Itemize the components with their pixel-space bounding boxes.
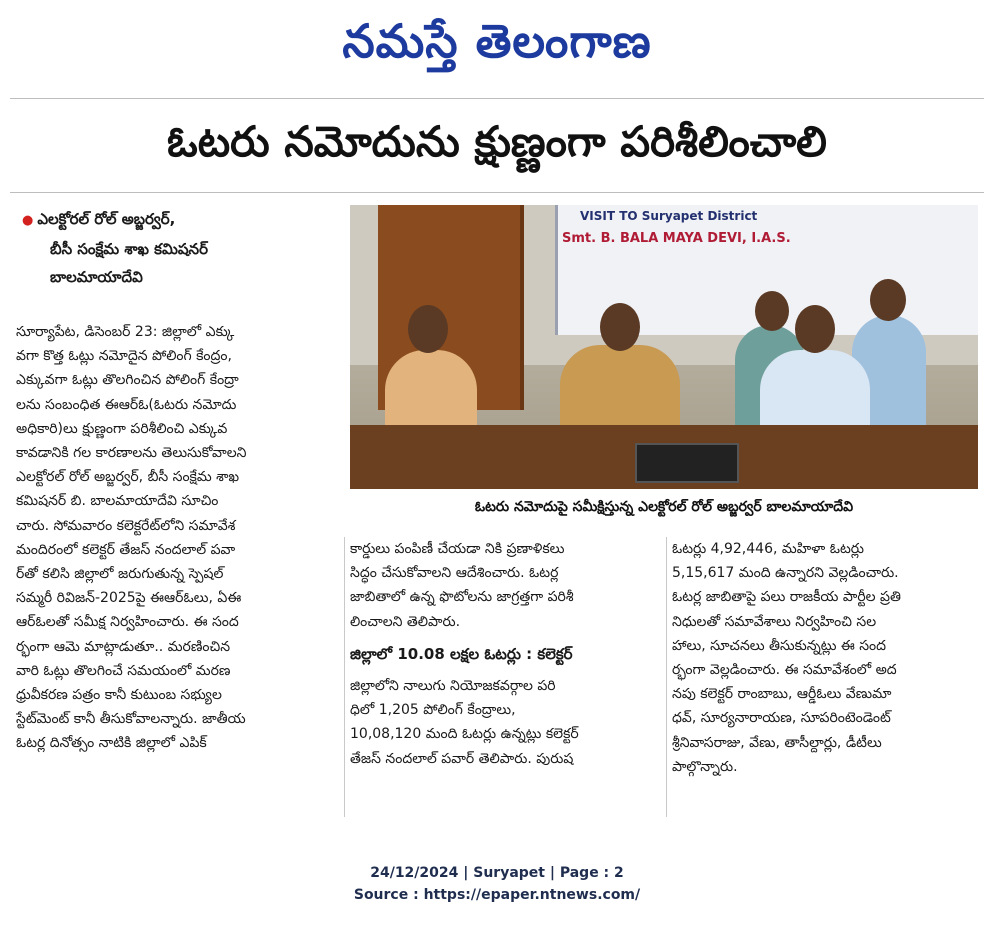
article-line: ఓటర్లు 4,92,446, మహిళా ఓటర్లు: [672, 541, 864, 557]
article-line: ఎలక్టోరల్ రోల్ అబ్జర్వర్, బీసీ సంక్షేమ శాఖ: [16, 469, 240, 486]
article-line: ధవ్, సూర్యనారాయణ, సూపరింటెండెంట్: [672, 710, 891, 727]
article-column-1: [16, 320, 340, 756]
footer-source-line[interactable]: Source : https://epaper.ntnews.com/: [353, 887, 641, 903]
article-line: లను సంబంధిత ఈఆర్ఓ(ఓటరు నమోదు: [16, 396, 237, 413]
article-line: కావడానికి గల కారణాలను తెలుసుకోవాలని: [16, 445, 247, 462]
article-line: వారి ఓట్లు తొలగించే సమయంలో మరణ: [16, 662, 231, 679]
column-divider: [666, 537, 667, 817]
person-head: [870, 279, 906, 321]
highlight-line: బాలమాయాదేవి: [50, 268, 143, 286]
article-line: ఓటర్ల దినోత్సం నాటికి జిల్లాలో ఎపిక్: [16, 735, 207, 752]
article-line: మందిరంలో కలెక్టర్ తేజస్ నందలాల్ పవా: [16, 541, 236, 558]
divider: [10, 192, 984, 193]
monitor: [635, 443, 739, 483]
article-column-2: [350, 537, 660, 771]
footer: [0, 862, 994, 906]
article-line: ఎక్కువగా ఓట్లు తొలగించిన పోలింగ్ కేంద్రా: [16, 372, 239, 389]
article-line: జిల్లాలోని నాలుగు నియోజకవర్గాల పరి: [350, 678, 556, 695]
article-line: తేజస్ నందలాల్ పవార్ తెలిపారు. పురుష: [350, 750, 574, 767]
article-line: హాలు, సూచనలు తీసుకున్నట్లు ఈ సంద: [672, 637, 887, 654]
highlight-line: ● ఎలక్టోరల్ రోల్ అబ్జర్వర్,: [22, 210, 176, 228]
article-line: సూర్యాపేట, డిసెంబర్ 23: జిల్లాలో ఎక్కు: [16, 324, 235, 340]
article-line: కమిషనర్ బి. బాలమాయాదేవి సూచిం: [16, 493, 219, 510]
highlight-line: బీసీ సంక్షేమ శాఖ కమిషనర్: [50, 240, 208, 258]
photo-caption: ఓటరు నమోదుపై సమీక్షిస్తున్న ఎలక్టోరల్ రోల్ అబ్జర్వర్ బాలమాయాదేవి: [474, 499, 854, 515]
highlights-box: [22, 205, 342, 291]
article-line: 5,15,617 మంది ఉన్నారని వెల్లడించారు.: [672, 565, 899, 582]
article-column-3: [672, 537, 982, 779]
banner-text: VISIT TO Suryapet District: [580, 209, 758, 223]
subheading: జిల్లాలో 10.08 లక్షల ఓటర్లు : కలెక్టర్: [350, 644, 573, 663]
person-head: [755, 291, 789, 331]
article-line: ధ్రువీకరణ పత్రం కానీ కుటుంబ సభ్యుల: [16, 687, 222, 704]
article-line: జాబితాలో ఉన్న ఫొటోలను జాగ్రత్తగా పరిశీ: [350, 589, 574, 606]
article-line: సిద్ధం చేసుకోవాలని ఆదేశించారు. ఓటర్ల: [350, 565, 559, 582]
news-photo: [350, 205, 978, 489]
article-line: లించాలని తెలిపారు.: [350, 613, 461, 630]
column-divider: [344, 537, 345, 817]
article-line: ధిలో 1,205 పోలింగ్ కేంద్రాలు,: [350, 702, 516, 719]
person-head: [600, 303, 640, 351]
article-line: వగా కొత్త ఓట్లు నమోదైన పోలింగ్ కేంద్రం,: [16, 348, 232, 365]
article-line: పాల్గొన్నారు.: [672, 758, 738, 775]
article-line: కార్డులు పంపిణీ చేయడా నికి ప్రణాళికలు: [350, 541, 565, 557]
masthead: నమస్తే తెలంగాణ: [342, 14, 652, 68]
article-line: ఓటర్ల జాబితాపై పలు రాజకీయ పార్టీల ప్రతి: [672, 589, 901, 606]
divider: [10, 98, 984, 99]
person-head: [408, 305, 448, 353]
article-line: సమ్మరీ రివిజన్-2025పై ఈఆర్ఓలు, ఏఈ: [16, 590, 242, 607]
article-line: శ్రీనివాసరాజు, వేణు, తాసీల్దార్లు, డీటీలు: [672, 734, 882, 751]
article-line: ర్భంగా ఆమె మాట్లాడుతూ.. మరణించిన: [16, 638, 231, 655]
article-line: ఆర్ఓలతో సమీక్ష నిర్వహించారు. ఈ సంద: [16, 614, 239, 631]
article-line: స్టేట్‌మెంట్ కానీ తీసుకోవాలన్నారు. జాతీయ: [16, 711, 246, 728]
headline: ఓటరు నమోదును క్షుణ్ణంగా పరిశీలించాలి: [167, 117, 827, 166]
article-line: 10,08,120 మంది ఓటర్లు ఉన్నట్లు కలెక్టర్: [350, 726, 579, 743]
article-line: నపు కలెక్టర్ రాంబాబు, ఆర్డీఓలు వేణుమా: [672, 686, 892, 703]
article-line: చారు. సోమవారం కలెక్టరేట్‌లోని సమావేశ: [16, 517, 236, 534]
article-line: ర్భంగా వెల్లడించారు. ఈ సమావేశంలో అద: [672, 662, 897, 679]
person-head: [795, 305, 835, 353]
bullet-icon: ●: [22, 213, 34, 228]
banner-text: Smt. B. BALA MAYA DEVI, I.A.S.: [562, 231, 791, 246]
article-line: అధికారి)లు క్షుణ్ణంగా పరిశీలించి ఎక్కువ: [16, 420, 228, 437]
article-line: ర్‌తో కలిసి జిల్లాలో జరుగుతున్న స్పెషల్: [16, 566, 224, 583]
article-line: నిధులతో సమావేశాలు నిర్వహించి సల: [672, 613, 877, 630]
footer-date-line: 24/12/2024 | Suryapet | Page : 2: [370, 865, 624, 881]
